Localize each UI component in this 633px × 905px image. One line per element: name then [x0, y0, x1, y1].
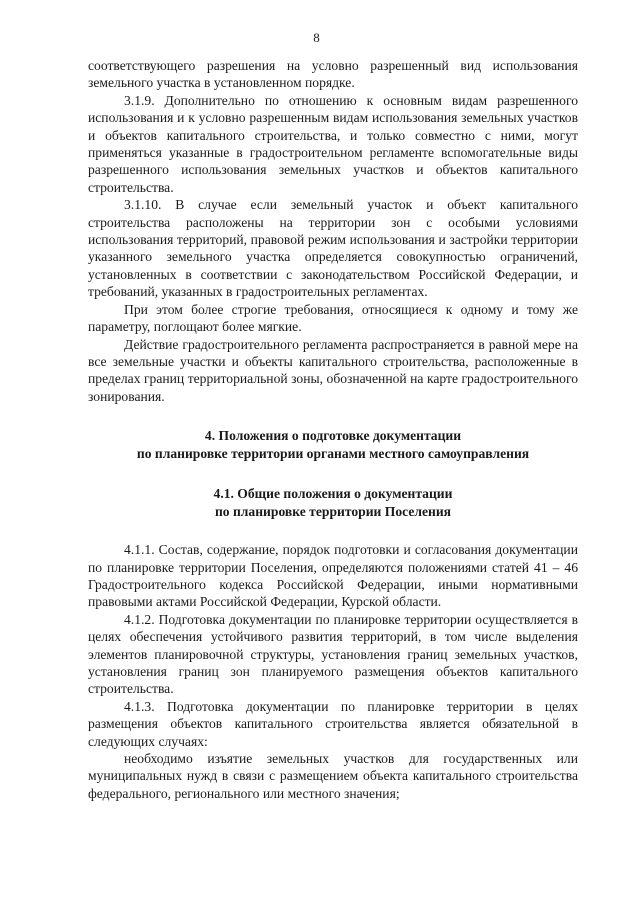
section-4-heading-line1: 4. Положения о подготовке документации: [204, 428, 462, 444]
page-number: 8: [313, 30, 320, 45]
paragraph-land-seizure: необходимо изъятие земельных участков для государственных или муниципальных нужд в связи с размещением объекта капитального строительства федерального, регионального или местного значения;: [88, 751, 578, 801]
paragraph-4-1-2: 4.1.2. Подготовка документации по планировке территории осуществляется в целях обеспечения устойчивого развития территорий, в том числе выделения элементов планировочной структуры, установления границ земельных участков, установления границ зон планируемого размещения объектов капитального строительства.: [88, 611, 578, 697]
paragraph-4-1-3: 4.1.3. Подготовка документации по планировке территории в целях размещения объектов капитального строительства является обязательной в следующих случаях:: [88, 698, 578, 749]
section-4-1-heading-line2: по планировке территории Поселения: [214, 504, 452, 520]
section-4-heading: [88, 427, 578, 463]
paragraph-3-1-9: 3.1.9. Дополнительно по отношению к основным видам разрешенного использования и к условно разрешенным видам использования земельных участков и объектов капитального строительства, и только совместно с ними, могут применяться указанные в градостроительном регламенте вспомогательные виды разрешенного использования земельных участков и объектов капитального строительства.: [88, 92, 578, 195]
paragraph-continuation: соответствующего разрешения на условно разрешенный вид использования земельного участка в установленном порядке.: [88, 58, 578, 91]
section-4-heading-line2: по планировке территории органами местного самоуправления: [136, 446, 530, 462]
document-body: [88, 57, 578, 802]
section-4-1-heading: [88, 485, 578, 521]
paragraph-strict-requirements: При этом более строгие требования, относящиеся к одному и тому же параметру, поглощают более мягкие.: [88, 301, 578, 335]
paragraph-4-1-1: 4.1.1. Состав, содержание, порядок подготовки и согласования документации по планировке территории Поселения, определяются положениями статей 41 – 46 Градостроительного кодекса Российской Федерации, иными нормативными правовыми актами Российской Федерации, Курской области.: [88, 542, 578, 610]
paragraph-regulation-scope: Действие градостроительного регламента распространяется в равной мере на все земельные участки и объекты капитального строительства, расположенные в пределах границ территориальной зоны, обозначенной на карте градостроительного зонирования.: [88, 336, 578, 404]
paragraph-3-1-10: 3.1.10. В случае если земельный участок и объект капитального строительства расположены на территории зон с особыми условиями использования территорий, правовой режим использования и застройки территории указанного земельного участка определяется совокупностью ограничений, установленных в соответствии с законодательством Российской Федерации, и требований, указанных в градостроительных регламентах.: [88, 197, 578, 300]
section-4-1-heading-line1: 4.1. Общие положения о документации: [213, 486, 453, 502]
